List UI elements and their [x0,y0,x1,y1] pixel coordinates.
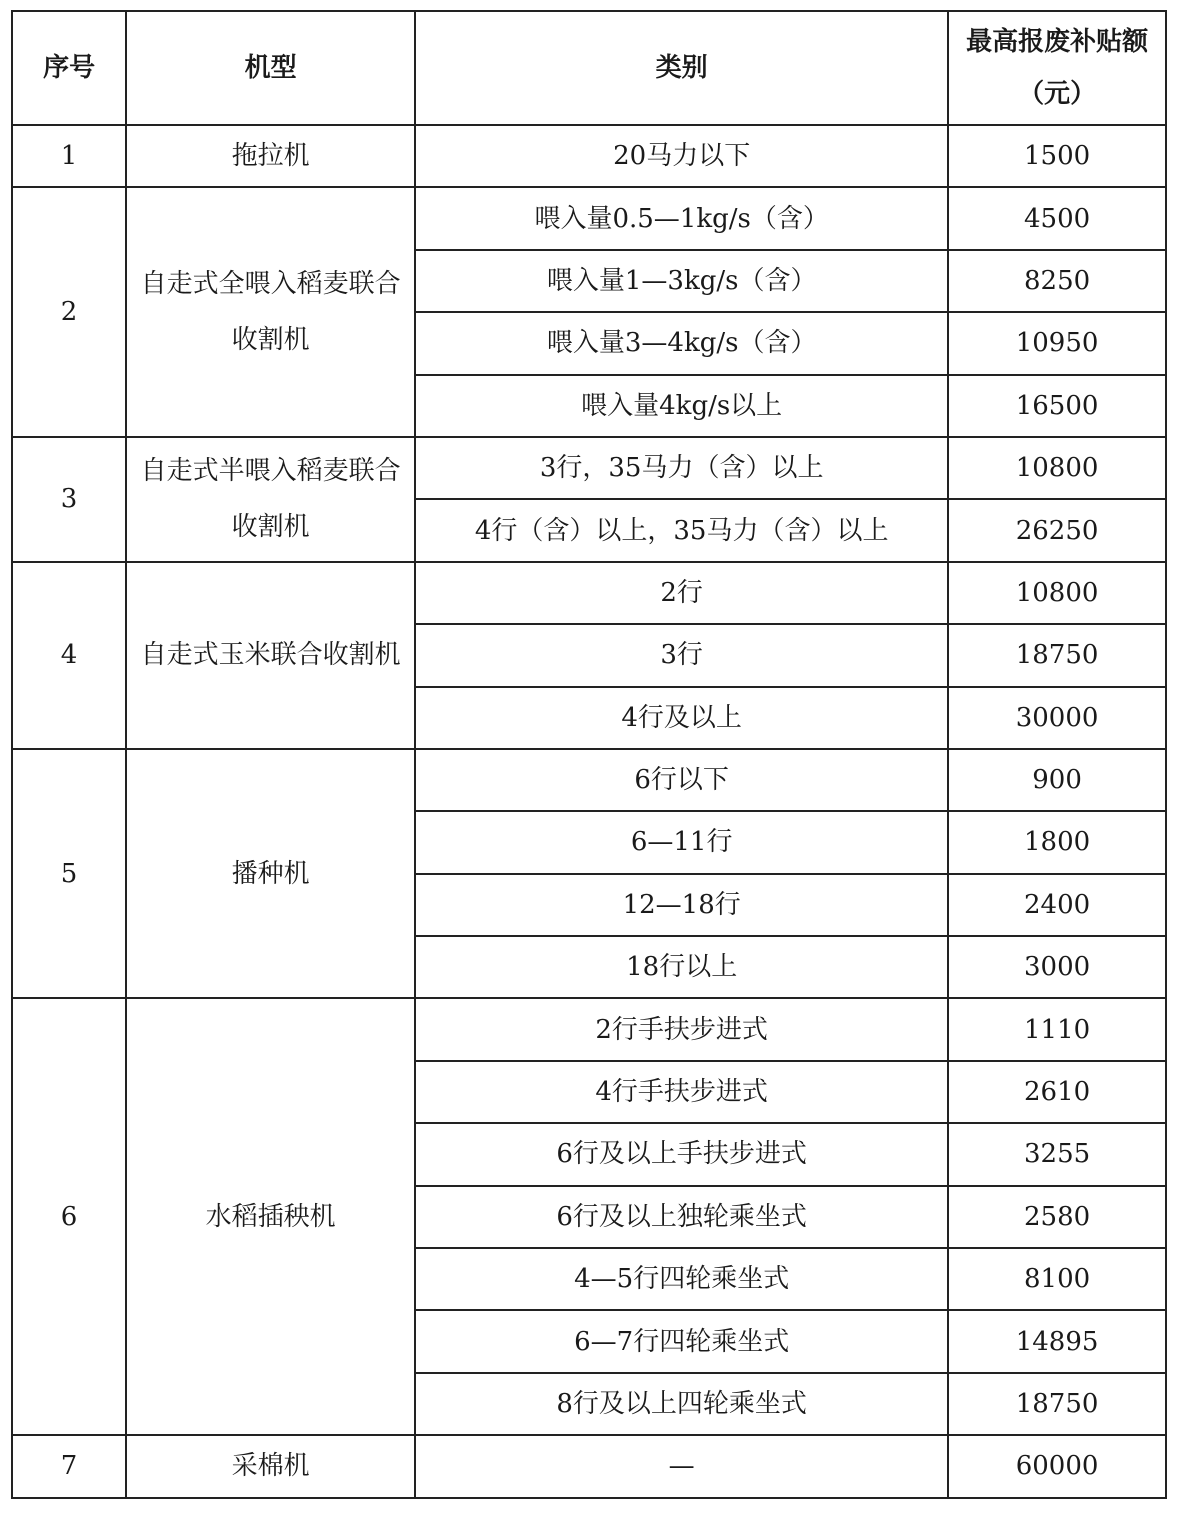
model-cell: 自走式全喂入稻麦联合收割机 [126,187,415,437]
amount-cell: 10950 [948,312,1166,374]
model-cell: 自走式半喂入稻麦联合收割机 [126,437,415,562]
table-row [12,437,1166,499]
amount-cell: 8100 [948,1248,1166,1310]
category-cell: 6行及以上独轮乘坐式 [415,1186,948,1248]
header-seq: 序号 [12,11,126,125]
category-cell: 喂入量0.5—1kg/s（含） [415,187,948,249]
category-cell: 6—7行四轮乘坐式 [415,1310,948,1372]
category-cell: 12—18行 [415,874,948,936]
amount-cell: 30000 [948,687,1166,749]
category-cell: — [415,1435,948,1497]
seq-cell: 3 [12,437,126,562]
category-cell: 8行及以上四轮乘坐式 [415,1373,948,1435]
table-row [12,562,1166,624]
category-cell: 4行（含）以上，35马力（含）以上 [415,499,948,561]
amount-cell: 3000 [948,936,1166,998]
header-model: 机型 [126,11,415,125]
category-cell: 3行 [415,624,948,686]
model-cell: 播种机 [126,749,415,999]
model-cell: 自走式玉米联合收割机 [126,562,415,749]
seq-cell: 7 [12,1435,126,1497]
amount-cell: 4500 [948,187,1166,249]
amount-cell: 18750 [948,1373,1166,1435]
table-row [12,749,1166,811]
table-row [12,187,1166,249]
category-cell: 喂入量3—4kg/s（含） [415,312,948,374]
amount-cell: 60000 [948,1435,1166,1497]
table-header-row [12,11,1166,125]
table-row [12,125,1166,187]
category-cell: 6行以下 [415,749,948,811]
amount-cell: 1800 [948,811,1166,873]
amount-cell: 1110 [948,998,1166,1060]
category-cell: 6—11行 [415,811,948,873]
table-row [12,998,1166,1060]
amount-cell: 10800 [948,437,1166,499]
seq-cell: 5 [12,749,126,999]
seq-cell: 1 [12,125,126,187]
amount-cell: 14895 [948,1310,1166,1372]
header-subsidy: 最高报废补贴额（元） [948,11,1166,125]
category-cell: 2行 [415,562,948,624]
table-row [12,1435,1166,1497]
subsidy-table [11,10,1167,1499]
category-cell: 喂入量1—3kg/s（含） [415,250,948,312]
model-cell: 采棉机 [126,1435,415,1497]
header-category: 类别 [415,11,948,125]
amount-cell: 16500 [948,375,1166,437]
model-cell: 拖拉机 [126,125,415,187]
amount-cell: 10800 [948,562,1166,624]
amount-cell: 2580 [948,1186,1166,1248]
amount-cell: 26250 [948,499,1166,561]
seq-cell: 4 [12,562,126,749]
seq-cell: 6 [12,998,126,1435]
amount-cell: 900 [948,749,1166,811]
amount-cell: 2400 [948,874,1166,936]
category-cell: 4行及以上 [415,687,948,749]
category-cell: 4—5行四轮乘坐式 [415,1248,948,1310]
amount-cell: 2610 [948,1061,1166,1123]
category-cell: 18行以上 [415,936,948,998]
amount-cell: 18750 [948,624,1166,686]
seq-cell: 2 [12,187,126,437]
category-cell: 4行手扶步进式 [415,1061,948,1123]
amount-cell: 3255 [948,1123,1166,1185]
category-cell: 喂入量4kg/s以上 [415,375,948,437]
table-body [12,125,1166,1498]
model-cell: 水稻插秧机 [126,998,415,1435]
category-cell: 6行及以上手扶步进式 [415,1123,948,1185]
category-cell: 3行，35马力（含）以上 [415,437,948,499]
category-cell: 20马力以下 [415,125,948,187]
amount-cell: 1500 [948,125,1166,187]
category-cell: 2行手扶步进式 [415,998,948,1060]
amount-cell: 8250 [948,250,1166,312]
